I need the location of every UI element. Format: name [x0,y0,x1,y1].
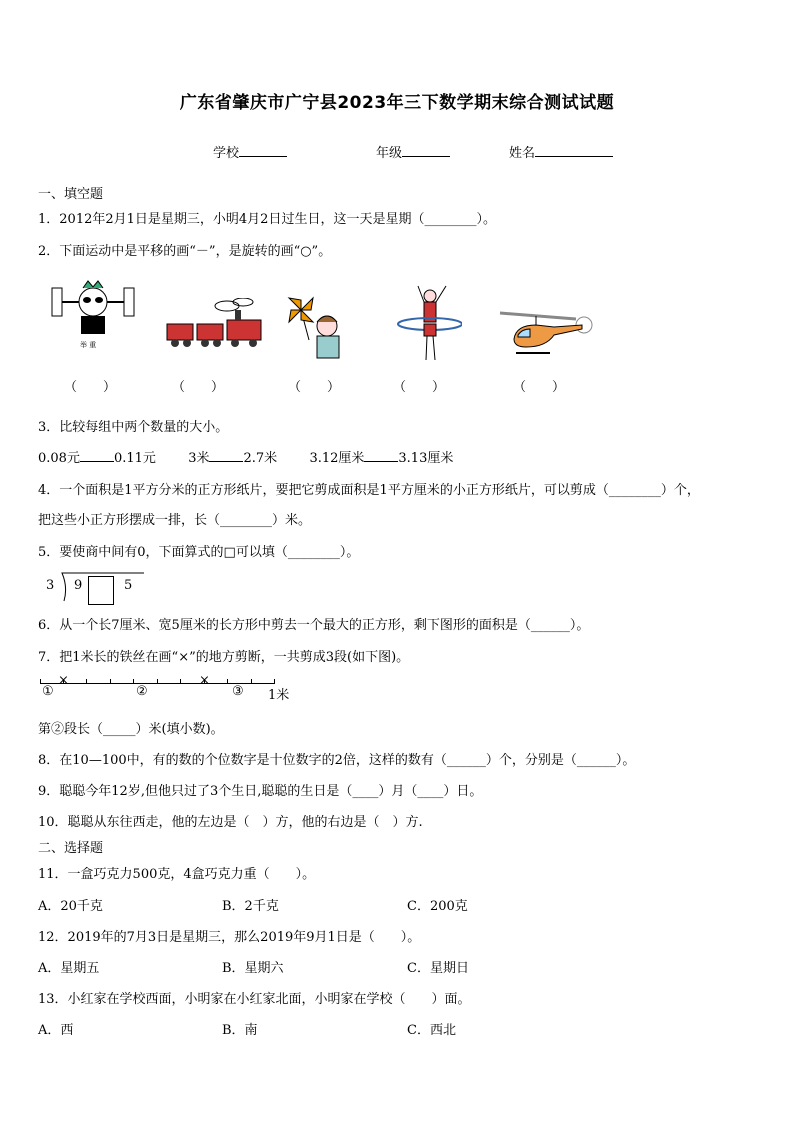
question-6: 6．从一个长7厘米、宽5厘米的长方形中剪去一个最大的正方形，剩下图形的面积是（______）。 [38,618,590,633]
question-13: 13．小红家在学校西面，小明家在小红家北面，小明家在学校（ ）面。 [38,992,471,1007]
q3-blank-2[interactable] [209,449,243,462]
question-11: 11．一盒巧克力500克，4盒巧克力重（ ）。 [38,867,316,882]
question-12: 12．2019年的7月3日是星期三，那么2019年9月1日是（ ）。 [38,930,421,945]
train-icon [165,298,269,350]
question-2: 2．下面运动中是平移的画“－”，是旋转的画“○”。 [38,244,332,259]
question-3: 3．比较每组中两个数量的大小。 [38,420,229,435]
page-title: 广东省肇庆市广宁县2023年三下数学期末综合测试试题 [179,93,615,113]
ruler-end-label: 1米 [268,688,290,703]
school-field[interactable]: 学校 [213,142,287,161]
q11-option-b[interactable]: B．2千克 [222,899,279,914]
segment-2-label: ② [136,684,148,699]
blank-box[interactable] [88,576,114,605]
q11-option-c[interactable]: C．200克 [407,899,468,914]
segment-1-label: ① [42,684,54,699]
ruler-tick [110,679,111,684]
q3-comparisons: 0.08元 0.11元 3米 2.7米 3.12厘米 3.13厘米 [38,451,454,466]
segment-3-label: ③ [232,684,244,699]
question-4-line-2: 把这些小正方形摆成一排，长（________）米。 [38,513,312,528]
question-7: 7．把1米长的铁丝在画“×”的地方剪断，一共剪成3段(如下图)。 [38,650,410,665]
q2-answer-3[interactable]: （ ） [288,380,341,395]
question-5: 5．要使商中间有0，下面算式的□可以填（________）。 [38,545,360,560]
cut-mark-1: × [58,673,69,688]
q2-answer-2[interactable]: （ ） [172,380,225,395]
ruler-tick [40,679,41,684]
name-field[interactable]: 姓名 [509,142,613,161]
question-7-answer: 第②段长（_____）米(填小数)。 [38,722,224,737]
section-multiple-choice: 二、选择题 [38,841,104,856]
ruler-tick [157,679,158,684]
ruler-tick [180,679,181,684]
section-fill-blank: 一、填空题 [38,187,104,202]
question-8: 8．在10—100中，有的数的个位数字是十位数字的2倍，这样的数有（______）个，分别是（______）。 [38,753,636,768]
cut-mark-2: × [199,673,210,688]
question-10: 10．聪聪从东往西走，他的左边是（ ）方，他的右边是（ ）方. [38,815,423,830]
pinwheel-boy-icon [285,290,351,360]
divisor: 3 [46,578,55,593]
q11-option-a[interactable]: A．20千克 [38,899,103,914]
ruler-tick [86,679,87,684]
q2-answer-5[interactable]: （ ） [513,380,566,395]
ruler-tick [251,679,252,684]
q3-blank-1[interactable] [80,449,114,462]
q3-blank-3[interactable] [364,449,398,462]
q12-option-a[interactable]: A．星期五 [38,961,100,976]
weightlifting-panda-icon [48,278,138,350]
q13-option-c[interactable]: C．西北 [407,1023,456,1038]
hula-hoop-girl-icon [390,282,462,364]
q12-option-c[interactable]: C．星期日 [407,961,469,976]
q12-option-b[interactable]: B．星期六 [222,961,284,976]
ruler-tick [227,679,228,684]
dividend-digit-1: 9 [74,578,83,593]
weightlifting-caption: 举 重 [80,341,97,349]
q13-option-b[interactable]: B．南 [222,1023,258,1038]
ruler-tick [133,679,134,684]
grade-field[interactable]: 年级 [376,142,450,161]
question-1: 1．2012年2月1日是星期三，小明4月2日过生日，这一天是星期（________）。 [38,212,496,227]
dividend-digit-3: 5 [124,578,133,593]
q2-answer-1[interactable]: （ ） [64,380,117,395]
question-9: 9．聪聪今年12岁,但他只过了3个生日,聪聪的生日是（____）月（____）日。 [38,784,483,799]
q13-option-a[interactable]: A．西 [38,1023,74,1038]
helicopter-icon [496,305,598,357]
question-4-line-1: 4．一个面积是1平方分米的正方形纸片，要把它剪成面积是1平方厘米的小正方形纸片，可以剪成（________）个， [38,483,700,498]
q2-answer-4[interactable]: （ ） [393,380,446,395]
